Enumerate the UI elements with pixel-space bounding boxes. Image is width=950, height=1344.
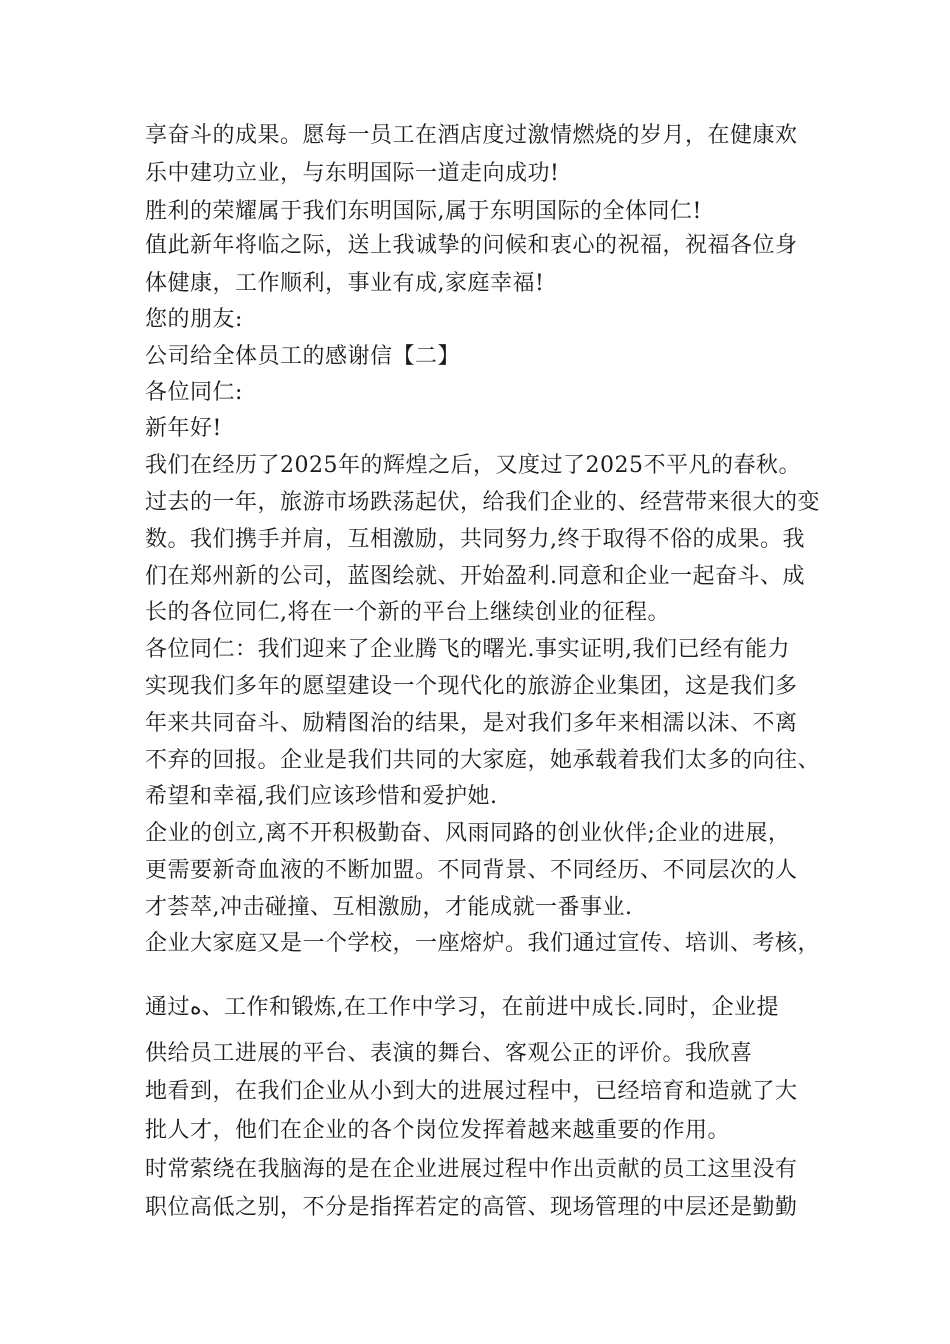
- text-line: 企业大家庭又是一个学校，一座熔炉。我们通过宣传、培训、考核，: [145, 931, 821, 956]
- text-line: 通过ﻩ、工作和锻炼,在工作中学习，在前进中成长.同时，企业提: [145, 995, 780, 1020]
- text-line: 数。我们携手并肩，互相激励，共同努力,终于取得不俗的成果。我: [145, 527, 805, 552]
- text-line: 时常萦绕在我脑海的是在企业进展过程中作出贡献的员工这里没有: [145, 1157, 798, 1182]
- text-line: 地看到，在我们企业从小到大的进展过程中，已经培育和造就了大: [145, 1079, 798, 1104]
- text-line: 我们在经历了2025年的辉煌之后，又度过了2025不平凡的春秋。: [145, 453, 801, 478]
- text-line: 享奋斗的成果。愿每一员工在酒店度过激情燃烧的岁月，在健康欢: [145, 123, 798, 148]
- text-line: 希望和幸福,我们应该珍惜和爱护她.: [145, 784, 498, 809]
- text-line: 乐中建功立业，与东明国际一道走向成功!: [145, 161, 560, 186]
- text-line: 不弃的回报。企业是我们共同的大家庭，她承载着我们太多的向往、: [145, 748, 821, 773]
- letter-heading: 公司给全体员工的感谢信【二】: [145, 344, 461, 369]
- text-line: 体健康，工作顺利，事业有成,家庭幸福!: [145, 271, 545, 296]
- text-line: 才荟萃,冲击碰撞、互相激励，才能成就一番事业.: [145, 895, 633, 920]
- text-line: 您的朋友:: [145, 307, 243, 332]
- text-line: 更需要新奇血液的不断加盟。不同背景、不同经历、不同层次的人: [145, 858, 798, 883]
- text-line: 新年好!: [145, 416, 222, 441]
- text-line: 职位高低之别，不分是指挥若定的高管、现场管理的中层还是勤勤: [145, 1195, 798, 1220]
- text-line: 值此新年将临之际，送上我诚挚的问候和衷心的祝福，祝福各位身: [145, 233, 798, 258]
- text-line: 供给员工进展的平台、表演的舞台、客观公正的评价。我欣喜: [145, 1041, 753, 1066]
- text-line: 实现我们多年的愿望建设一个现代化的旅游企业集团，这是我们多: [145, 674, 798, 699]
- text-line: 胜利的荣耀属于我们东明国际,属于东明国际的全体同仁!: [145, 199, 702, 224]
- text-line: 企业的创立,离不开积极勤奋、风雨同路的创业伙伴;企业的进展，: [145, 821, 791, 846]
- text-line: 们在郑州新的公司，蓝图绘就、开始盈利.同意和企业一起奋斗、成: [145, 564, 805, 589]
- text-line: 各位同仁:: [145, 380, 243, 405]
- text-line: 批人才，他们在企业的各个岗位发挥着越来越重要的作用。: [145, 1118, 731, 1143]
- text-line: 年来共同奋斗、励精图治的结果，是对我们多年来相濡以沫、不离: [145, 711, 798, 736]
- text-line: 过去的一年，旅游市场跌荡起伏，给我们企业的、经营带来很大的变: [145, 490, 821, 515]
- text-line: 长的各位同仁,将在一个新的平台上继续创业的征程。: [145, 600, 670, 625]
- text-line: 各位同仁：我们迎来了企业腾飞的曙光.事实证明,我们已经有能力: [145, 637, 790, 662]
